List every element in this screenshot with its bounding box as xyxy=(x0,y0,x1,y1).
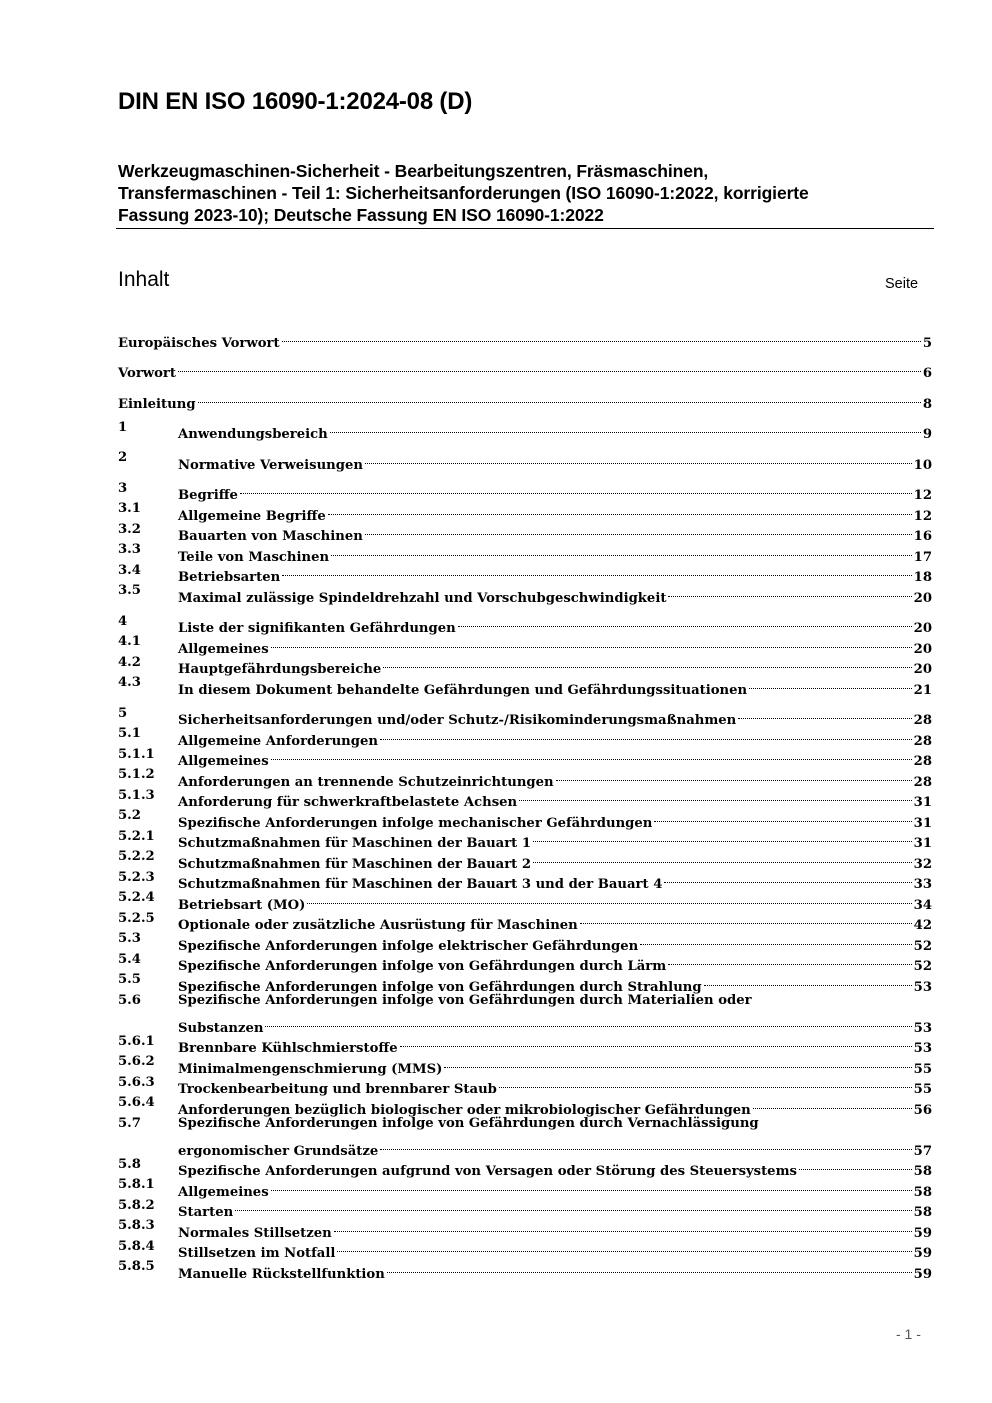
toc-entry[interactable] xyxy=(118,1073,932,1097)
toc-entry[interactable] xyxy=(118,357,932,381)
page-column-label: Seite xyxy=(885,276,919,292)
toc-entry-page: 31 xyxy=(913,815,932,831)
toc-entry-number: 5.1.2 xyxy=(118,767,155,782)
toc-entry-page: 59 xyxy=(913,1225,932,1241)
toc-dot-leader xyxy=(365,448,912,469)
toc-entry-title: Normales Stillsetzen xyxy=(178,1225,332,1241)
subtitle-line: Fassung 2023-10); Deutsche Fassung EN ISO 16090-1:2022 xyxy=(118,205,604,225)
toc-dot-leader xyxy=(654,806,911,827)
toc-entry-page: 59 xyxy=(913,1266,932,1282)
toc-entry-number: 5.8.2 xyxy=(118,1197,155,1213)
toc-entry[interactable] xyxy=(118,520,932,544)
toc-entry-title: Betriebsarten xyxy=(178,570,281,585)
toc-entry[interactable] xyxy=(118,1175,932,1200)
table-of-contents xyxy=(118,326,932,1282)
toc-entry-page: 12 xyxy=(913,508,932,524)
toc-entry[interactable] xyxy=(118,909,932,933)
toc-entry-page: 58 xyxy=(913,1164,932,1179)
toc-entry[interactable] xyxy=(118,704,932,728)
toc-entry-title: Stillsetzen im Notfall xyxy=(178,1246,336,1261)
toc-entry-title: In diesem Dokument behandelte Gefährdungen und Gefährdungssituationen xyxy=(178,682,748,698)
subtitle-line: Werkzeugmaschinen-Sicherheit - Bearbeitungszentren, Fräsmaschinen, xyxy=(118,161,709,181)
toc-dot-leader xyxy=(380,724,912,745)
toc-dot-leader xyxy=(640,929,911,950)
toc-dot-leader xyxy=(380,1134,911,1155)
toc-dot-leader xyxy=(749,673,912,694)
toc-entry-title: Anforderung für schwerkraftbelastete Achsen xyxy=(178,795,518,810)
toc-entry-page: 5 xyxy=(922,335,932,351)
toc-dot-leader xyxy=(738,704,911,725)
toc-entry-page: 21 xyxy=(913,682,932,698)
toc-entry-title: Allgemeines xyxy=(178,641,269,657)
toc-entry[interactable] xyxy=(118,1155,932,1179)
toc-entry-page: 52 xyxy=(913,938,932,954)
toc-entry[interactable] xyxy=(118,970,932,995)
toc-entry[interactable] xyxy=(118,868,932,892)
toc-entry-number: 5.8.5 xyxy=(118,1259,155,1274)
toc-entry-page: 33 xyxy=(913,877,932,892)
toc-entry-number: 5.8.4 xyxy=(118,1238,155,1254)
toc-entry[interactable] xyxy=(118,581,932,606)
toc-entry-page: 16 xyxy=(913,529,932,544)
toc-entry[interactable] xyxy=(118,1257,932,1282)
toc-entry-page: 52 xyxy=(913,959,932,974)
toc-entry-number: 5.8.3 xyxy=(118,1218,155,1233)
toc-entry[interactable] xyxy=(118,418,932,442)
toc-entry[interactable] xyxy=(118,612,932,636)
toc-entry-number: 5.2.1 xyxy=(118,828,155,844)
toc-entry-title: Vorwort xyxy=(118,366,176,381)
toc-entry[interactable] xyxy=(118,929,932,954)
toc-entry-title: Optionale oder zusätzliche Ausrüstung für Maschinen xyxy=(178,918,578,933)
toc-entry-title: Einleitung xyxy=(118,396,196,412)
toc-entry-number: 5.6.3 xyxy=(118,1074,155,1090)
toc-dot-leader xyxy=(664,868,911,889)
toc-entry-number: 5.2.5 xyxy=(118,910,155,926)
toc-entry[interactable] xyxy=(118,786,932,810)
title-divider xyxy=(116,228,934,229)
toc-entry[interactable] xyxy=(118,1052,932,1077)
toc-entry-page: 31 xyxy=(913,795,932,810)
toc-entry-number: 1 xyxy=(118,419,128,435)
toc-entry-number: 5.1.3 xyxy=(118,787,155,803)
toc-entry-number: 5.6.4 xyxy=(118,1095,155,1110)
toc-entry-number: 5 xyxy=(118,705,128,721)
toc-entry-number: 4.3 xyxy=(118,675,141,690)
toc-entry[interactable] xyxy=(118,499,932,524)
toc-entry-title-continuation: ergonomischer Grundsätze xyxy=(178,1143,379,1159)
toc-entry-title: Allgemeines xyxy=(178,1184,269,1200)
toc-entry-page: 20 xyxy=(913,621,932,636)
toc-dot-leader xyxy=(383,653,911,674)
toc-entry[interactable] xyxy=(118,745,932,769)
toc-entry[interactable] xyxy=(118,561,932,585)
toc-entry[interactable] xyxy=(118,950,932,974)
toc-entry-number: 5.6.1 xyxy=(118,1033,155,1049)
toc-entry-title: Europäisches Vorwort xyxy=(118,335,280,351)
document-title: DIN EN ISO 16090-1:2024-08 (D) xyxy=(118,88,473,115)
toc-dot-leader xyxy=(271,745,912,766)
toc-entry-title: Maximal zulässige Spindeldrehzahl und Vorschubgeschwindigkeit xyxy=(178,590,667,606)
toc-entry-title: Liste der signifikanten Gefährdungen xyxy=(178,621,456,636)
toc-entry-title: Spezifische Anforderungen infolge von Gefährdungen durch Materialien oder xyxy=(178,992,752,1008)
toc-entry-page: 20 xyxy=(913,662,932,677)
toc-dot-leader xyxy=(499,1073,912,1094)
toc-entry-number: 3.1 xyxy=(118,501,141,516)
toc-entry-page: 28 xyxy=(913,754,932,769)
toc-entry-number: 4.1 xyxy=(118,634,141,649)
toc-dot-leader xyxy=(337,1237,911,1258)
toc-entry-title: Trockenbearbeitung und brennbarer Staub xyxy=(178,1082,497,1097)
toc-entry-number: 5.2 xyxy=(118,808,141,823)
toc-entry[interactable] xyxy=(118,827,932,851)
toc-entry-title-continuation: Substanzen xyxy=(178,1020,264,1036)
toc-entry-number: 5.2.3 xyxy=(118,869,155,885)
toc-entry-title: Allgemeines xyxy=(178,754,269,769)
toc-entry[interactable] xyxy=(118,1114,932,1159)
toc-dot-leader xyxy=(331,540,912,561)
toc-entry[interactable] xyxy=(118,724,932,749)
toc-entry-page: 58 xyxy=(913,1205,932,1220)
toc-entry-title: Allgemeine Begriffe xyxy=(178,508,326,524)
toc-entry-page: 55 xyxy=(913,1061,932,1077)
toc-entry-page: 59 xyxy=(913,1246,932,1261)
toc-dot-leader xyxy=(330,418,921,439)
toc-entry[interactable] xyxy=(118,479,932,503)
toc-dot-leader xyxy=(178,357,921,378)
toc-dot-leader xyxy=(271,632,912,653)
toc-dot-leader xyxy=(668,581,911,602)
toc-entry-number: 5.4 xyxy=(118,951,141,967)
toc-entry[interactable] xyxy=(118,326,932,351)
toc-dot-leader xyxy=(458,612,912,633)
toc-entry-title: Sicherheitsanforderungen und/oder Schutz-/Risikominderungsmaßnahmen xyxy=(178,713,737,728)
toc-entry-title: Spezifische Anforderungen infolge von Gefährdungen durch Vernachlässigung xyxy=(178,1115,759,1131)
toc-entry[interactable] xyxy=(118,1237,932,1261)
toc-entry-title: Schutzmaßnahmen für Maschinen der Bauart 3 und der Bauart 4 xyxy=(178,877,663,892)
toc-dot-leader xyxy=(519,786,912,807)
toc-entry-number: 4.2 xyxy=(118,654,141,670)
toc-entry[interactable] xyxy=(118,448,932,473)
toc-entry-number: 5.2.4 xyxy=(118,890,155,905)
toc-entry[interactable] xyxy=(118,653,932,677)
toc-dot-leader xyxy=(799,1155,912,1176)
toc-entry-page: 6 xyxy=(922,366,932,381)
toc-entry[interactable] xyxy=(118,991,932,1036)
toc-dot-leader xyxy=(240,479,912,500)
toc-entry-title: Starten xyxy=(178,1205,234,1220)
toc-entry[interactable] xyxy=(118,888,932,913)
toc-entry[interactable] xyxy=(118,1093,932,1118)
toc-entry-title: Schutzmaßnahmen für Maschinen der Bauart 1 xyxy=(178,836,532,851)
toc-entry-number: 3 xyxy=(118,480,128,496)
toc-entry-title: Spezifische Anforderungen infolge mechanischer Gefährdungen xyxy=(178,815,653,831)
toc-dot-leader xyxy=(668,950,911,971)
toc-entry-title: Manuelle Rückstellfunktion xyxy=(178,1266,385,1282)
toc-entry-number: 3.5 xyxy=(118,583,141,598)
toc-entry-page: 53 xyxy=(913,1020,932,1036)
toc-entry-number: 5.6 xyxy=(118,992,141,1008)
toc-dot-leader xyxy=(265,1011,911,1032)
toc-entry[interactable] xyxy=(118,1032,932,1056)
toc-entry-page: 18 xyxy=(913,570,932,585)
toc-dot-leader xyxy=(271,1175,912,1196)
toc-entry[interactable] xyxy=(118,673,932,698)
subtitle-line: Transfermaschinen - Teil 1: Sicherheitsanforderungen (ISO 16090-1:2022, korrigierte xyxy=(118,183,809,203)
toc-entry-title: Spezifische Anforderungen infolge von Gefährdungen durch Lärm xyxy=(178,959,667,974)
toc-entry-page: 28 xyxy=(913,774,932,790)
toc-entry[interactable] xyxy=(118,1196,932,1220)
toc-entry-title: Betriebsart (MO) xyxy=(178,897,306,913)
toc-entry-page: 55 xyxy=(913,1082,932,1097)
toc-entry-number: 2 xyxy=(118,450,128,465)
toc-entry-page: 10 xyxy=(913,457,932,473)
toc-entry-page: 12 xyxy=(913,488,932,503)
toc-entry-page: 9 xyxy=(922,427,932,442)
toc-heading: Inhalt xyxy=(118,268,170,291)
toc-dot-leader xyxy=(400,1032,912,1053)
toc-dot-leader xyxy=(753,1093,912,1114)
toc-entry-title: Bauarten von Maschinen xyxy=(178,529,363,544)
toc-entry[interactable] xyxy=(118,540,932,565)
toc-dot-leader xyxy=(580,909,912,930)
toc-entry-page: 42 xyxy=(913,918,932,933)
toc-dot-leader xyxy=(328,499,912,520)
toc-entry-page: 8 xyxy=(922,396,932,412)
toc-entry-number: 5.1.1 xyxy=(118,746,155,762)
toc-entry-title: Spezifische Anforderungen infolge von Gefährdungen durch Strahlung xyxy=(178,979,702,995)
toc-entry-title: Brennbare Kühlschmierstoffe xyxy=(178,1041,398,1056)
toc-entry-title: Allgemeine Anforderungen xyxy=(178,733,378,749)
toc-entry-number: 5.7 xyxy=(118,1115,141,1131)
toc-entry-title: Hauptgefährdungsbereiche xyxy=(178,662,382,677)
toc-entry-page: 28 xyxy=(913,713,932,728)
toc-entry-title: Anforderungen bezüglich biologischer oder mikrobiologischer Gefährdungen xyxy=(178,1102,751,1118)
toc-entry-number: 3.4 xyxy=(118,562,141,578)
toc-entry[interactable] xyxy=(118,1216,932,1241)
toc-entry-title: Anforderungen an trennende Schutzeinrichtungen xyxy=(178,774,554,790)
toc-dot-leader xyxy=(365,520,912,541)
toc-entry-page: 20 xyxy=(913,641,932,657)
toc-entry-page: 20 xyxy=(913,590,932,606)
toc-dot-leader xyxy=(307,888,911,909)
toc-entry-title: Spezifische Anforderungen aufgrund von Versagen oder Störung des Steuersystems xyxy=(178,1164,797,1179)
toc-dot-leader xyxy=(444,1052,911,1073)
toc-entry-page: 57 xyxy=(913,1143,932,1159)
toc-entry-page: 34 xyxy=(913,897,932,913)
toc-entry-title: Anwendungsbereich xyxy=(178,427,328,442)
toc-entry-number: 5.5 xyxy=(118,972,141,987)
toc-entry-number: 4 xyxy=(118,613,128,629)
toc-dot-leader xyxy=(334,1216,912,1237)
toc-entry[interactable] xyxy=(118,765,932,790)
page-number: - 1 - xyxy=(896,1326,921,1342)
toc-entry-page: 53 xyxy=(913,979,932,995)
toc-dot-leader xyxy=(198,387,921,408)
toc-entry-number: 5.3 xyxy=(118,931,141,946)
toc-dot-leader xyxy=(704,970,912,991)
toc-entry[interactable] xyxy=(118,632,932,657)
toc-entry-title: Begriffe xyxy=(178,488,238,503)
toc-entry-number: 5.1 xyxy=(118,726,141,741)
toc-dot-leader xyxy=(533,827,912,848)
toc-entry-number: 5.8 xyxy=(118,1156,141,1172)
toc-dot-leader xyxy=(387,1257,912,1278)
toc-entry-page: 53 xyxy=(913,1041,932,1056)
document-subtitle xyxy=(118,160,934,226)
toc-entry-title: Spezifische Anforderungen infolge elektrischer Gefährdungen xyxy=(178,938,639,954)
toc-entry-number: 5.2.2 xyxy=(118,849,155,864)
toc-entry-page: 56 xyxy=(913,1102,932,1118)
toc-entry-page: 17 xyxy=(913,549,932,565)
toc-entry-title: Normative Verweisungen xyxy=(178,457,363,473)
toc-entry[interactable] xyxy=(118,806,932,831)
toc-entry-title: Schutzmaßnahmen für Maschinen der Bauart 2 xyxy=(178,856,532,872)
toc-entry[interactable] xyxy=(118,387,932,412)
toc-entry-page: 58 xyxy=(913,1184,932,1200)
toc-entry[interactable] xyxy=(118,847,932,872)
toc-entry-number: 3.3 xyxy=(118,542,141,557)
toc-entry-title: Minimalmengenschmierung (MMS) xyxy=(178,1061,443,1077)
toc-entry-number: 5.6.2 xyxy=(118,1054,155,1069)
toc-dot-leader xyxy=(235,1196,911,1217)
toc-dot-leader xyxy=(556,765,912,786)
toc-entry-page: 31 xyxy=(913,836,932,851)
toc-dot-leader xyxy=(533,847,912,868)
toc-entry-number: 3.2 xyxy=(118,521,141,537)
toc-dot-leader xyxy=(282,561,911,582)
toc-entry-title: Teile von Maschinen xyxy=(178,549,330,565)
toc-entry-page: 32 xyxy=(913,856,932,872)
toc-entry-page: 28 xyxy=(913,733,932,749)
toc-entry-number: 5.8.1 xyxy=(118,1177,155,1192)
toc-dot-leader xyxy=(282,326,921,347)
